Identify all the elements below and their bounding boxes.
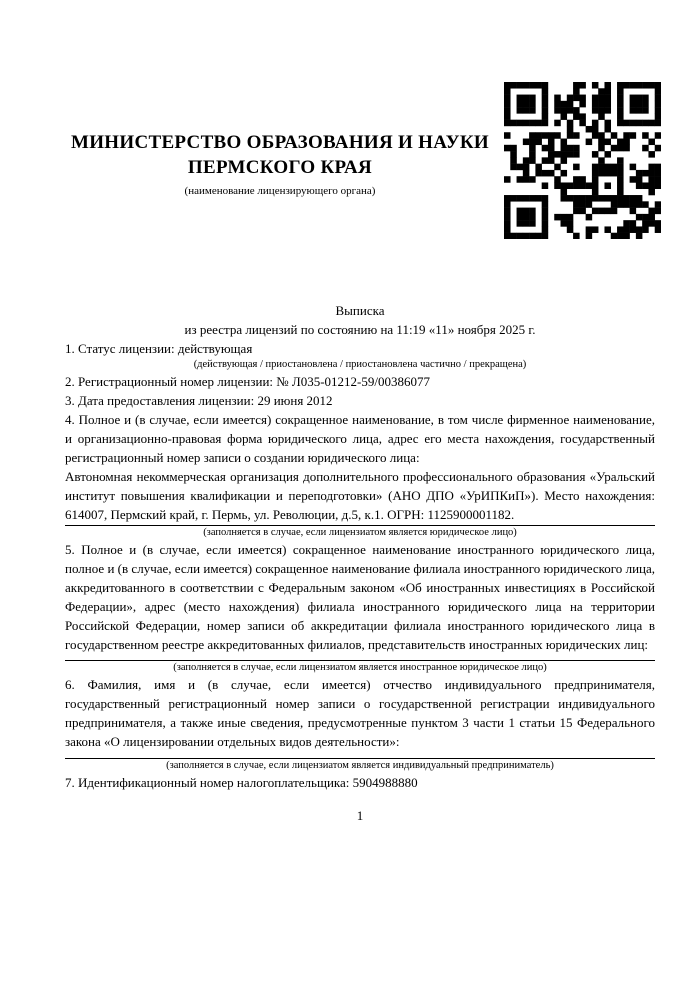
document-title-line2: из реестра лицензий по состоянию на 11:19 «11» ноября 2025 г.: [184, 322, 536, 337]
license-reg-number: 2. Регистрационный номер лицензии: № Л035-01212-59/00386077: [65, 374, 431, 389]
taxpayer-id: 7. Идентификационный номер налогоплательщика: 5904988880: [65, 775, 418, 790]
legal-entity-question: 4. Полное и (в случае, если имеется) сокращенное наименование, в том числе фирменное наименование, и организационно-правовая форма юридического лица, адрес его места нахождения, государственный регистрационный номер записи о создании юридического лица:: [65, 412, 655, 465]
ministry-name-line2: ПЕРМСКОГО КРАЯ: [187, 157, 373, 178]
legal-entity-answer: Автономная некоммерческая организация дополнительного профессионального образования «Уральский институт повышения квалификации и переподготовки» (АНО ДПО «УрИПКиП»). Место нахождения: 614007, Пермский край, г. Пермь, ул. Революции, д.5, к.1. ОГРН: 1125900001182.: [65, 469, 655, 522]
ministry-caption: (наименование лицензирующего органа): [184, 185, 376, 197]
individual-entrepreneur-question: 6. Фамилия, имя и (в случае, если имеется) отчество индивидуального предпринимателя, государственный регистрационный номер записи о государственной регистрации индивидуального предпринимателя, а также иные сведения, предусмотренные пунктом 3 части 1 статьи 15 Федерального закона «О лицензировании отдельных видов деятельности»:: [65, 677, 655, 749]
legal-entity-note: (заполняется в случае, если лицензиатом является юридическое лицо): [203, 527, 517, 538]
license-grant-date: 3. Дата предоставления лицензии: 29 июня 2012: [65, 393, 333, 408]
document-body: [65, 301, 655, 825]
qr-code-icon: [504, 82, 661, 239]
foreign-entity-note: (заполняется в случае, если лицензиатом является иностранное юридическое лицо): [173, 662, 547, 673]
document-title-line1: Выписка: [335, 303, 385, 318]
individual-entrepreneur-note: (заполняется в случае, если лицензиатом является индивидуальный предприниматель): [166, 760, 554, 771]
license-status: 1. Статус лицензии: действующая: [65, 341, 253, 356]
ministry-header: [65, 130, 495, 198]
document-title: [65, 301, 655, 339]
foreign-entity-question: 5. Полное и (в случае, если имеется) сокращенное наименование иностранного юридического лица, полное и (в случае, если имеется) сокращенное наименование филиала иностранного юридического лица, аккредитованного в соответствии с Федеральным законом «Об иностранных инвестициях в Российской Федерации», адрес (место нахождения) филиала иностранного юридического лица на территории Российской Федерации, номер записи об аккредитации филиала иностранного юридического лица в государственном реестре аккредитованных филиалов, представительств иностранных юридических лиц:: [65, 542, 655, 652]
page-number: 1: [356, 808, 364, 823]
ministry-name-line1: МИНИСТЕРСТВО ОБРАЗОВАНИЯ И НАУКИ: [70, 132, 490, 153]
license-status-note: (действующая / приостановлена / приостановлена частично / прекращена): [193, 359, 527, 370]
